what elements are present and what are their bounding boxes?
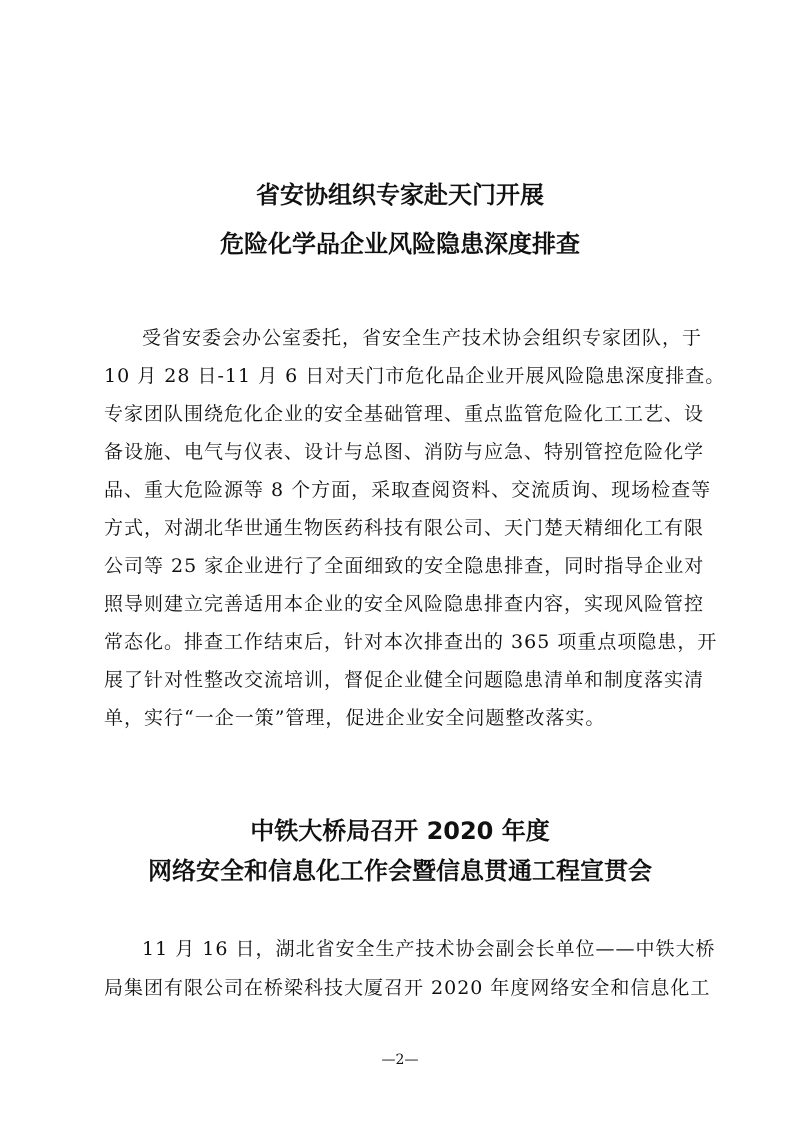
article1-paragraph-line: 展了针对性整改交流培训，督促企业健全问题隐患清单和制度落实清 <box>104 669 705 691</box>
page-number: —2— <box>381 1052 419 1068</box>
article1-title-line1: 省安协组织专家赴天门开展 <box>256 181 544 209</box>
article1-paragraph-line: 单，实行“一企一策”管理，促进企业安全问题整改落实。 <box>104 707 606 729</box>
article1-paragraph-line: 10 月 28 日-11 月 6 日对天门市危化品企业开展风险隐患深度排查。 <box>104 365 726 387</box>
article2-title-line1: 中铁大桥局召开 2020 年度 <box>250 817 550 845</box>
article1-paragraph-line: 受省安委会办公室委托，省安全生产技术协会组织专家团队，于 <box>142 327 703 349</box>
article1-paragraph-line: 常态化。排查工作结束后，针对本次排查出的 365 项重点项隐患，开 <box>104 631 718 653</box>
article2-paragraph-line: 11 月 16 日，湖北省安全生产技术协会副会长单位——中铁大桥 <box>142 938 716 960</box>
article1-title-line2: 危险化学品企业风险隐患深度排查 <box>220 230 580 258</box>
article1-paragraph-line: 备设施、电气与仪表、设计与总图、消防与应急、特别管控危险化学 <box>104 441 705 463</box>
article2-paragraph-line: 局集团有限公司在桥梁科技大厦召开 2020 年度网络安全和信息化工 <box>104 977 711 999</box>
article1-paragraph-line: 方式，对湖北华世通生物医药科技有限公司、天门楚天精细化工有限 <box>104 517 705 539</box>
article1-paragraph-line: 品、重大危险源等 8 个方面，采取查阅资料、交流质询、现场检查等 <box>104 479 712 501</box>
article1-paragraph-line: 照导则建立完善适用本企业的安全风险隐患排查内容，实现风险管控 <box>104 593 705 615</box>
article1-paragraph-line: 专家团队围绕危化企业的安全基础管理、重点监管危险化工工艺、设 <box>104 403 705 425</box>
article1-paragraph-line: 公司等 25 家企业进行了全面细致的安全隐患排查，同时指导企业对 <box>104 555 705 577</box>
article2-title-line2: 网络安全和信息化工作会暨信息贯通工程宣贯会 <box>148 857 652 885</box>
